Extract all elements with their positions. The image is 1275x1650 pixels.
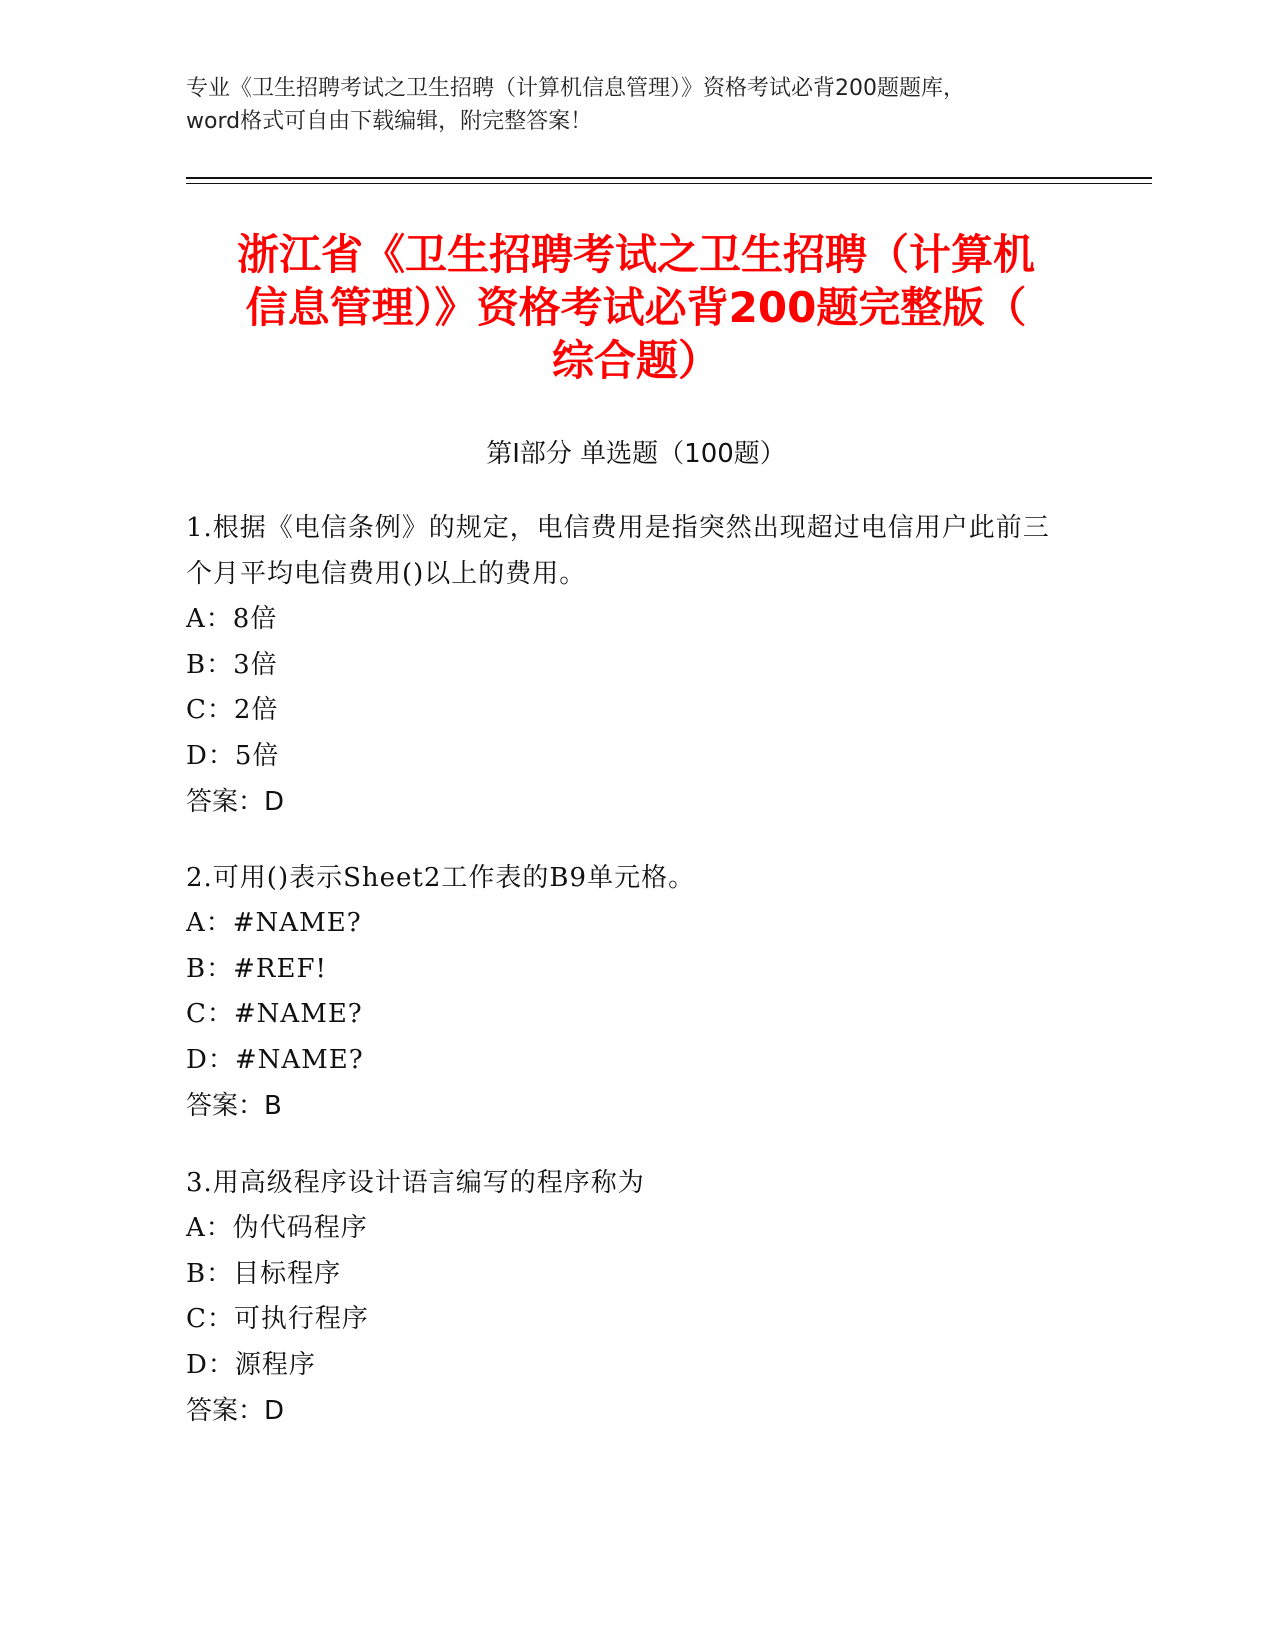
answer: 答案：D — [186, 1396, 285, 1426]
title-line-1: 浙江省《卫生招聘考试之卫生招聘（计算机 — [236, 230, 1035, 279]
option-a: A：#NAME? — [186, 908, 362, 938]
header-divider-thin — [186, 183, 1152, 184]
option-a: A：8倍 — [186, 604, 278, 634]
option-c: C：可执行程序 — [186, 1304, 369, 1334]
header-divider-thick — [186, 177, 1152, 179]
option-d: D：源程序 — [186, 1349, 316, 1380]
question-2 — [186, 855, 1066, 1129]
option-b: B：3倍 — [186, 649, 278, 680]
answer: 答案：B — [186, 1091, 282, 1121]
header-line-1: 专业《卫生招聘考试之卫生招聘（计算机信息管理）》资格考试必背200题题库， — [186, 76, 965, 101]
option-d: D：5倍 — [186, 740, 280, 771]
option-c: C：#NAME? — [186, 999, 363, 1029]
header-line-2: word格式可自由下载编辑，附完整答案！ — [186, 109, 593, 134]
title-line-2: 信息管理）》资格考试必背200题完整版（ — [245, 283, 1027, 332]
option-c: C：2倍 — [186, 695, 279, 725]
document-header — [186, 72, 1106, 138]
question-1 — [186, 505, 1066, 825]
question-stem: 2.可用()表示Sheet2工作表的B9单元格。 — [186, 863, 696, 893]
option-d: D：#NAME? — [186, 1044, 364, 1075]
question-stem: 3.用高级程序设计语言编写的程序称为 — [186, 1168, 645, 1198]
question-stem: 1.根据《电信条例》的规定，电信费用是指突然出现超过电信用户此前三个月平均电信费用()以上的费用。 — [186, 513, 1050, 589]
option-a: A：伪代码程序 — [186, 1213, 368, 1243]
question-3 — [186, 1160, 1066, 1434]
option-b: B：#REF! — [186, 953, 327, 984]
title-line-3: 综合题） — [551, 336, 720, 385]
option-b: B：目标程序 — [186, 1258, 342, 1289]
answer: 答案：D — [186, 787, 285, 817]
document-title — [186, 228, 1086, 387]
section-title: 第Ⅰ部分 单选题（100题） — [486, 439, 786, 469]
